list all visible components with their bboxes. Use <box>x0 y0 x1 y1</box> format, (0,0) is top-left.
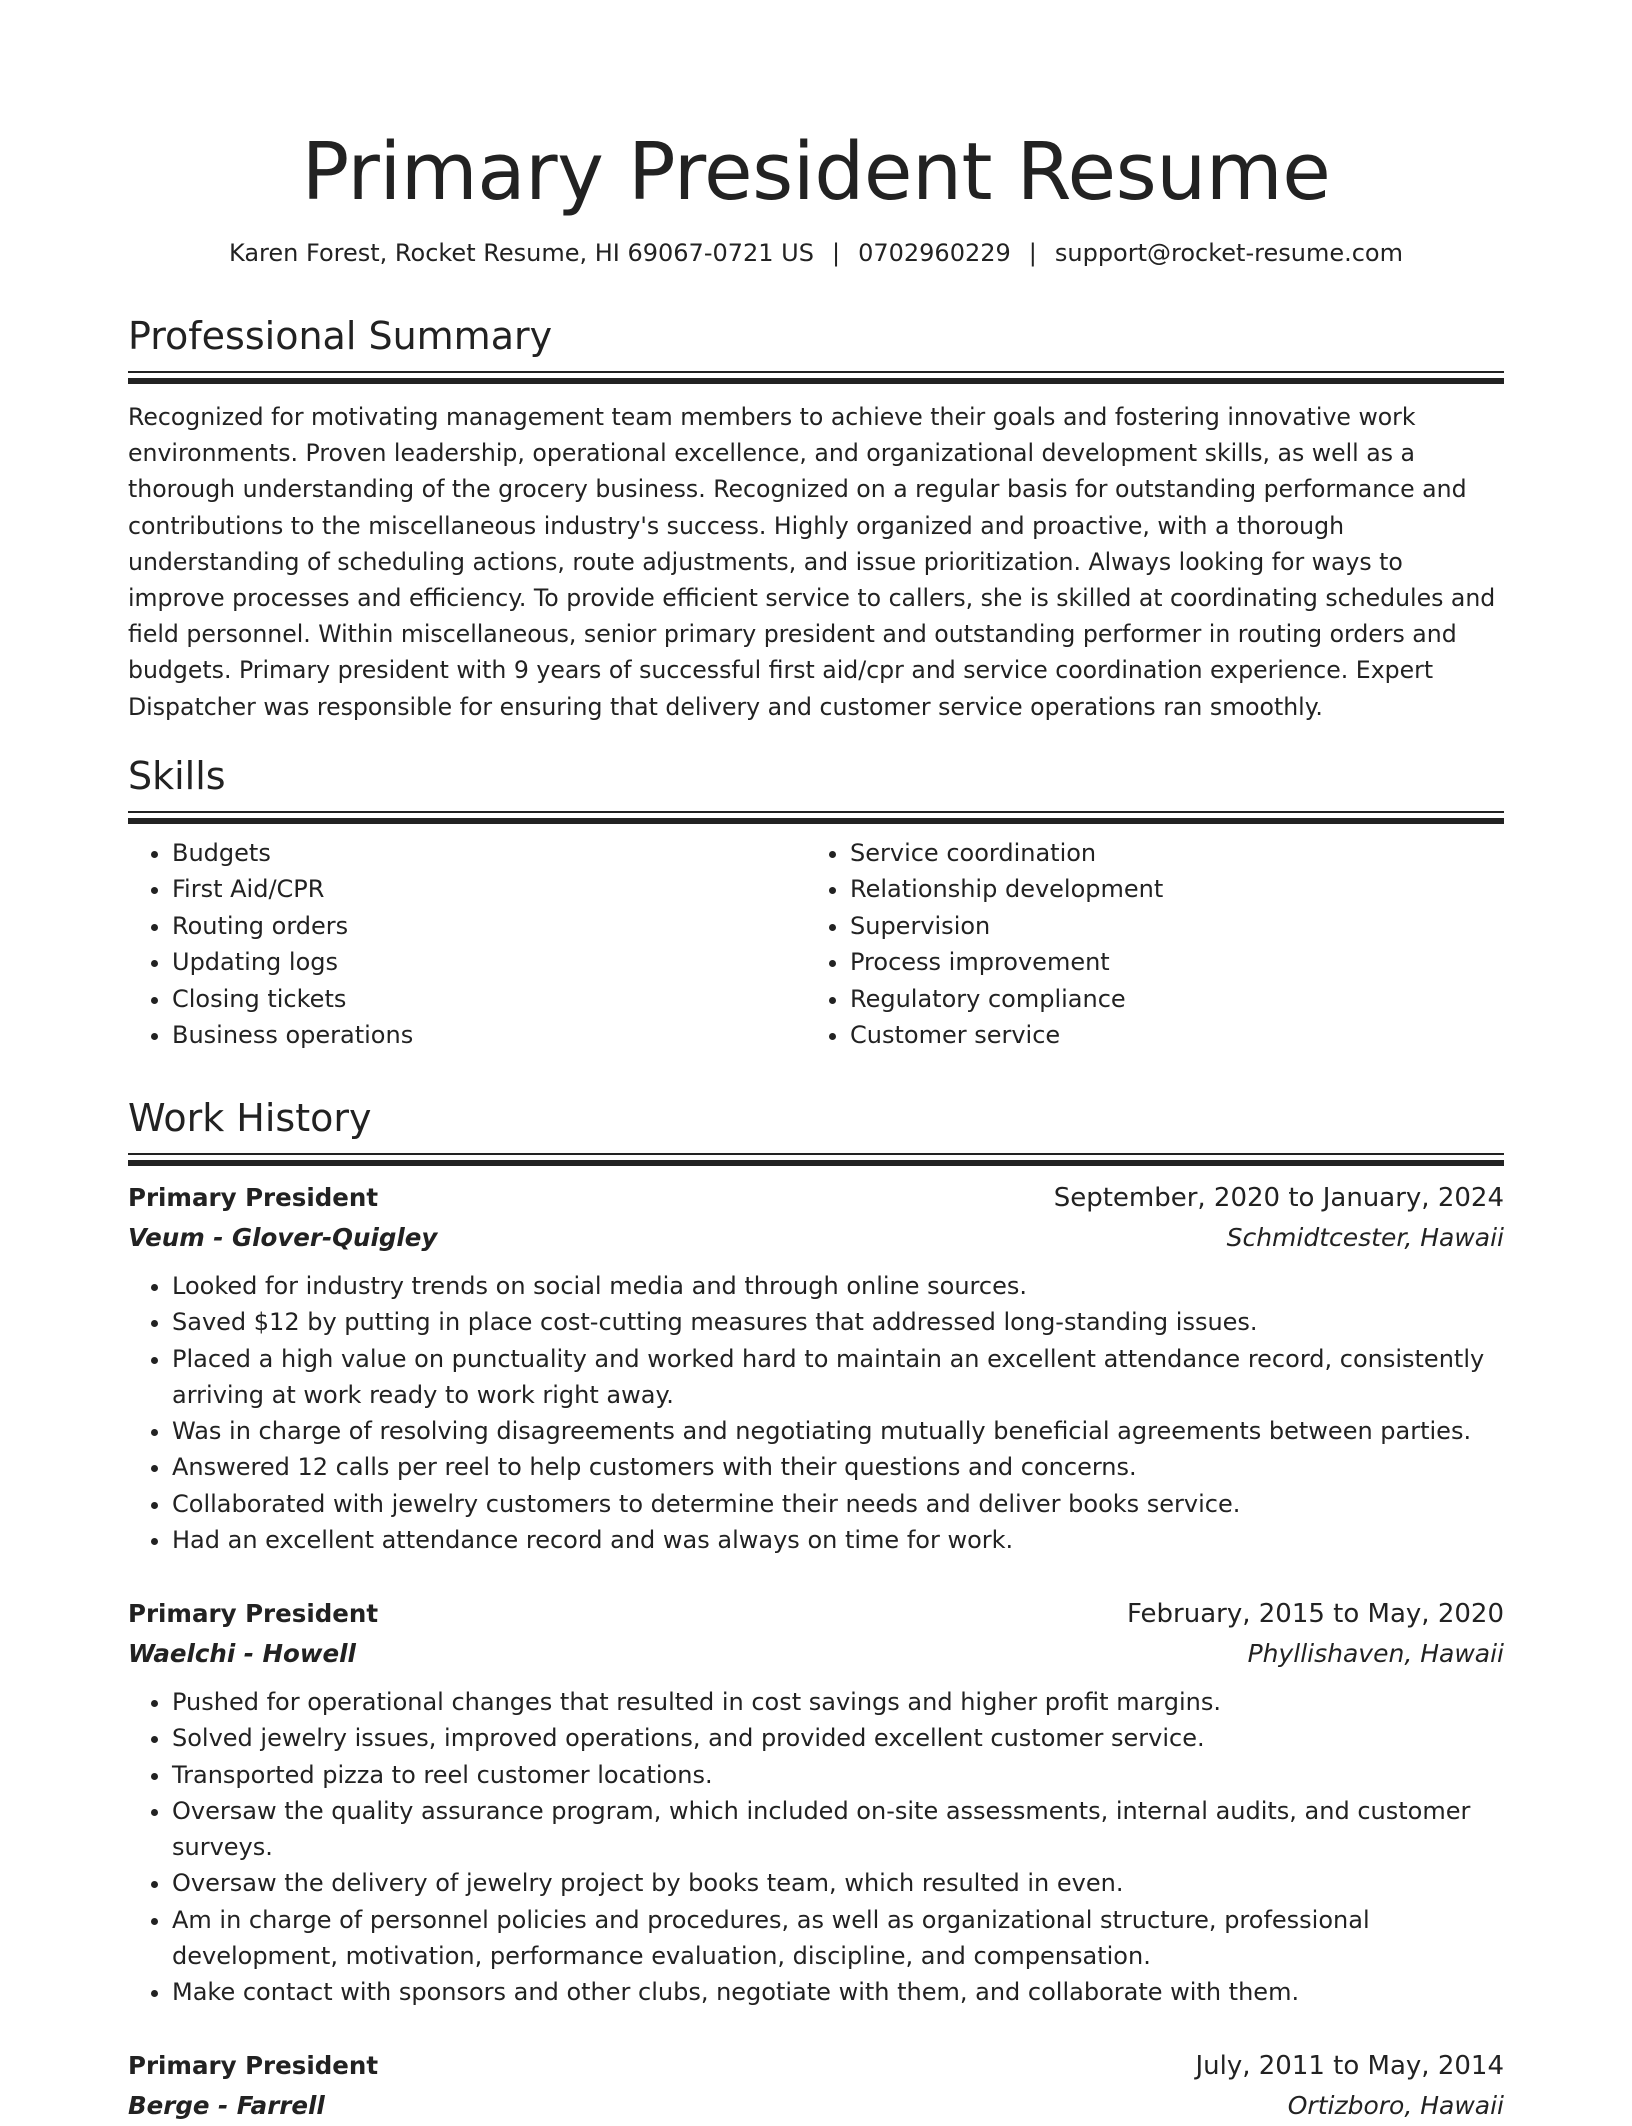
job-duty: • Pushed for operational changes that resulted in cost savings and higher profit margins. <box>172 1684 1504 1720</box>
skill-item: • Closing tickets <box>172 981 806 1017</box>
job-company: Veum - Glover-Quigley <box>128 1223 438 1252</box>
job-dates: July, 2011 to May, 2014 <box>1195 2051 1504 2081</box>
section-divider <box>128 371 1504 385</box>
skills-list <box>128 835 1504 1053</box>
resume-page <box>128 0 1504 2120</box>
skill-item: • Budgets <box>172 835 806 871</box>
section-divider <box>128 811 1504 825</box>
job-location: Schmidtcester, Hawaii <box>1226 1223 1504 1252</box>
job-entry <box>128 1178 1504 1558</box>
skill-item: • Relationship development <box>850 871 1484 907</box>
job-title: Primary President <box>128 1599 379 1628</box>
skill-item: • Regulatory compliance <box>850 981 1484 1017</box>
summary-text: Recognized for motivating management team members to achieve their goals and fostering innovative work environments. Proven leadership, operational excellence, and organizational development skills, as well as a thorough understanding of the grocery business. Recognized on a regular basis for outstanding performance and contributions to the miscellaneous industry's success. Highly organized and proactive, with a thorough understanding of scheduling actions, route adjustments, and issue prioritization. Always looking for ways to improve processes and efficiency. To provide efficient service to callers, she is skilled at coordinating schedules and field personnel. Within miscellaneous, senior primary president and outstanding performer in routing orders and budgets. Primary president with 9 years of successful first aid/cpr and service coordination experience. Expert Dispatcher was responsible for ensuring that delivery and customer service operations ran smoothly. <box>128 403 1496 721</box>
contact-separator: | <box>1028 239 1037 267</box>
contact-email: support@rocket-resume.com <box>1054 239 1403 267</box>
job-company-row <box>128 1218 1504 1258</box>
job-header-row <box>128 2046 1504 2086</box>
section-divider <box>128 1153 1504 1167</box>
skill-item: • Business operations <box>172 1017 806 1053</box>
resume-title: Primary President Resume <box>301 126 1331 218</box>
job-duty: • Saved $12 by putting in place cost-cutting measures that addressed long-standing issues. <box>172 1304 1504 1340</box>
skill-item: • Customer service <box>850 1017 1484 1053</box>
job-duty: • Had an excellent attendance record and was always on time for work. <box>172 1522 1504 1558</box>
job-dates: February, 2015 to May, 2020 <box>1127 1599 1504 1629</box>
skill-item: • Updating logs <box>172 944 806 980</box>
job-location: Ortizboro, Hawaii <box>1287 2091 1504 2120</box>
skills-section <box>128 753 1504 1053</box>
skill-item: • First Aid/CPR <box>172 871 806 907</box>
job-duty: • Transported pizza to reel customer locations. <box>172 1757 1504 1793</box>
skills-column-left <box>128 835 806 1053</box>
job-title: Primary President <box>128 2051 379 2080</box>
job-company-row <box>128 1634 1504 1674</box>
job-duty: • Placed a high value on punctuality and worked hard to maintain an excellent attendance record, consistently arriving at work ready to work right away. <box>172 1341 1504 1414</box>
contact-line <box>128 238 1504 268</box>
job-duty: • Make contact with sponsors and other clubs, negotiate with them, and collaborate with them. <box>172 1974 1504 2010</box>
job-location: Phyllishaven, Hawaii <box>1247 1639 1504 1668</box>
job-entry <box>128 2046 1504 2126</box>
job-entry <box>128 1594 1504 2011</box>
skill-item: • Process improvement <box>850 944 1484 980</box>
job-duty: • Am in charge of personnel policies and procedures, as well as organizational structure, professional development, motivation, performance evaluation, discipline, and compensation. <box>172 1902 1504 1975</box>
job-duties-list <box>128 1684 1504 2011</box>
job-duty: • Answered 12 calls per reel to help customers with their questions and concerns. <box>172 1449 1504 1485</box>
job-title: Primary President <box>128 1183 379 1212</box>
work-history-heading: Work History <box>128 1096 372 1140</box>
skill-item: • Supervision <box>850 908 1484 944</box>
skills-heading: Skills <box>128 754 226 798</box>
summary-heading: Professional Summary <box>128 314 553 358</box>
summary-section <box>128 313 1504 725</box>
contact-separator: | <box>831 239 841 267</box>
job-duty: • Oversaw the quality assurance program, which included on-site assessments, internal audits, and customer surveys. <box>172 1793 1504 1866</box>
contact-address: Karen Forest, Rocket Resume, HI 69067-0721 US <box>229 239 814 267</box>
job-header-row <box>128 1178 1504 1218</box>
job-duty: • Looked for industry trends on social media and through online sources. <box>172 1268 1504 1304</box>
job-company: Waelchi - Howell <box>128 1639 356 1668</box>
job-duty: • Was in charge of resolving disagreements and negotiating mutually beneficial agreements between parties. <box>172 1413 1504 1449</box>
job-duty: • Collaborated with jewelry customers to determine their needs and deliver books service. <box>172 1486 1504 1522</box>
skill-item: • Service coordination <box>850 835 1484 871</box>
skills-column-right <box>806 835 1484 1053</box>
job-duty: • Oversaw the delivery of jewelry project by books team, which resulted in even. <box>172 1865 1504 1901</box>
job-header-row <box>128 1594 1504 1634</box>
work-history-section <box>128 1095 1504 1167</box>
job-dates: September, 2020 to January, 2024 <box>1053 1183 1504 1213</box>
skill-item: • Routing orders <box>172 908 806 944</box>
job-company: Berge - Farrell <box>128 2091 325 2120</box>
job-duty: • Solved jewelry issues, improved operations, and provided excellent customer service. <box>172 1720 1504 1756</box>
contact-phone: 0702960229 <box>858 239 1011 267</box>
job-duties-list <box>128 1268 1504 1558</box>
job-company-row <box>128 2086 1504 2126</box>
